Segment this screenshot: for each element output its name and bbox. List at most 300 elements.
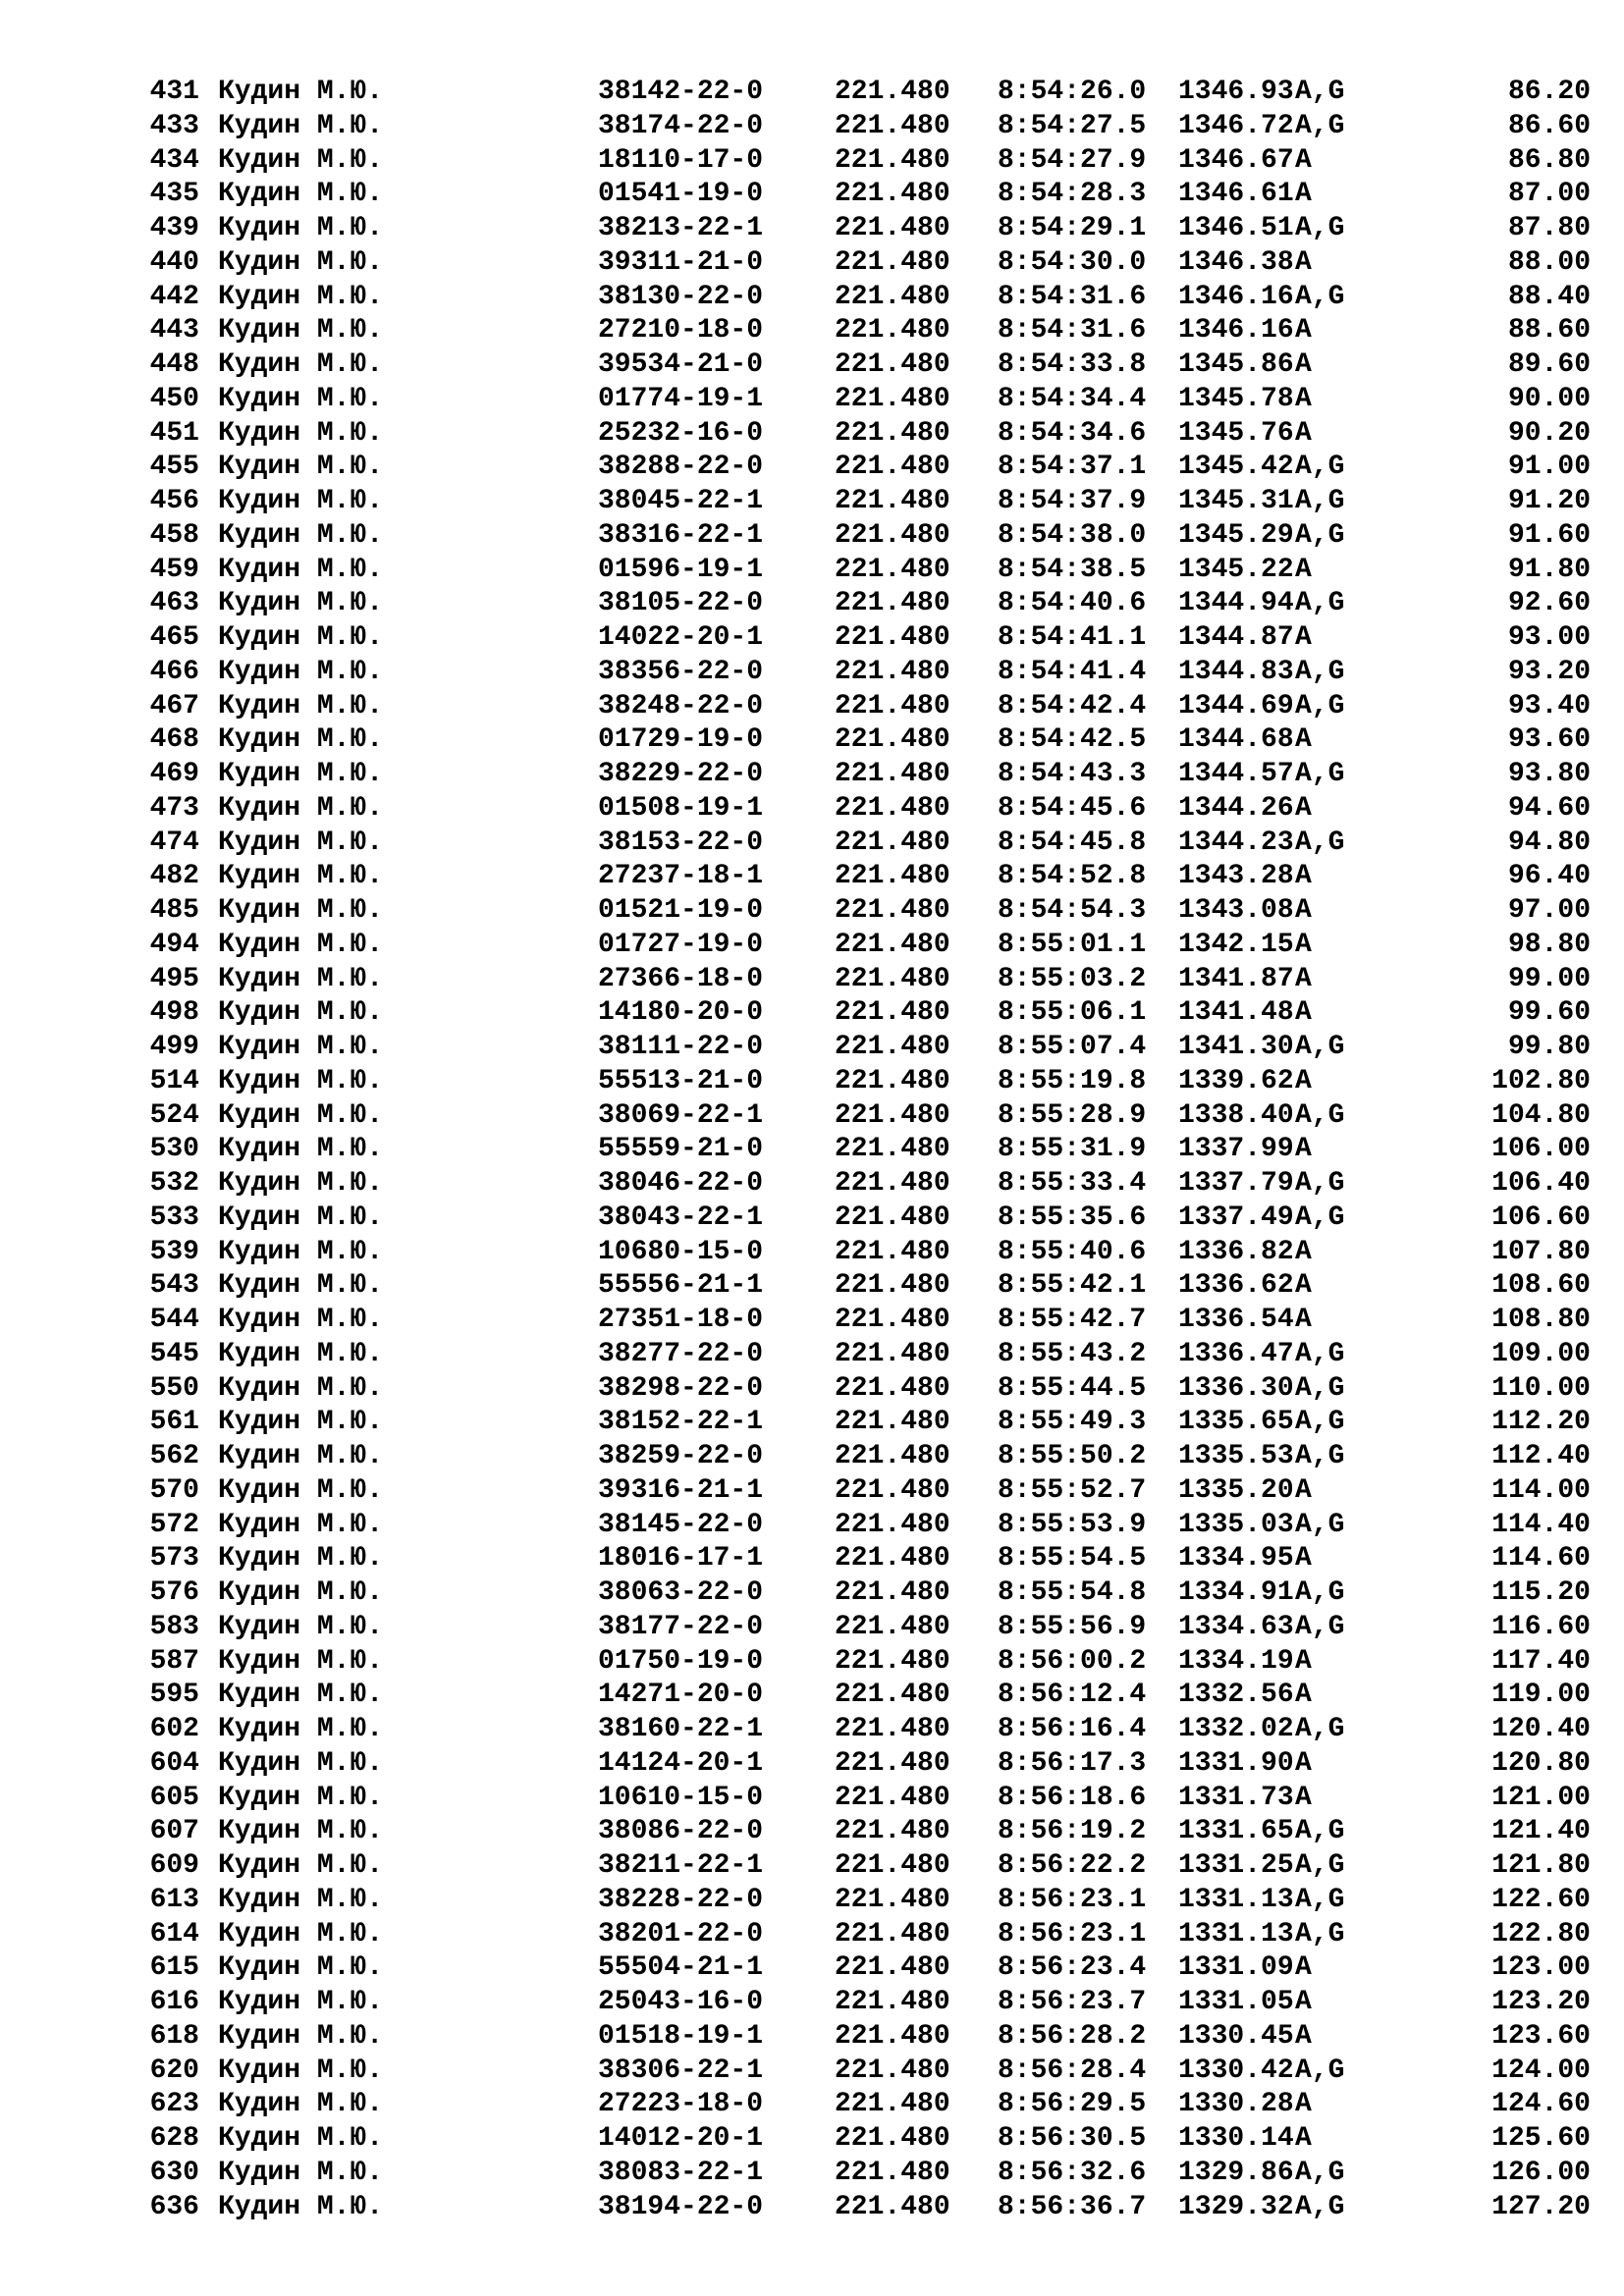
place-cell: 616 — [149, 1987, 199, 2017]
speed-cell: 1344.23 — [1178, 827, 1294, 858]
fancier-name-cell: Кудин М.Ю. — [218, 77, 384, 107]
fancier-name-cell: Кудин М.Ю. — [218, 1680, 384, 1711]
ring-number-cell: 38201-22-0 — [598, 1918, 764, 1949]
table-row — [0, 656, 1624, 690]
table-row — [0, 212, 1624, 246]
points-cell: 124.60 — [1491, 2089, 1591, 2120]
table-row — [0, 792, 1624, 827]
fancier-name-cell: Кудин М.Ю. — [218, 1850, 384, 1881]
fancier-name-cell: Кудин М.Ю. — [218, 349, 384, 380]
arrival-time-cell: 8:54:34.4 — [998, 383, 1147, 414]
table-row — [0, 1372, 1624, 1407]
arrival-time-cell: 8:54:45.8 — [998, 827, 1147, 858]
distance-cell: 221.480 — [835, 1474, 950, 1506]
flag-cell: A — [1295, 2020, 1312, 2052]
arrival-time-cell: 8:56:18.6 — [998, 1782, 1147, 1813]
place-cell: 463 — [149, 588, 199, 619]
place-cell: 544 — [149, 1305, 199, 1335]
fancier-name-cell: Кудин М.Ю. — [218, 759, 384, 789]
arrival-time-cell: 8:54:42.4 — [998, 690, 1147, 721]
speed-cell: 1346.16 — [1178, 315, 1294, 347]
distance-cell: 221.480 — [835, 759, 950, 789]
fancier-name-cell: Кудин М.Ю. — [218, 1714, 384, 1744]
flag-cell: A,G — [1295, 1577, 1345, 1608]
place-cell: 433 — [149, 110, 199, 141]
place-cell: 469 — [149, 759, 199, 789]
points-cell: 91.80 — [1507, 554, 1591, 585]
points-cell: 87.80 — [1507, 213, 1591, 243]
arrival-time-cell: 8:54:26.0 — [998, 77, 1147, 107]
flag-cell: A — [1295, 1474, 1312, 1506]
arrival-time-cell: 8:54:30.0 — [998, 246, 1147, 278]
table-row — [0, 1406, 1624, 1440]
speed-cell: 1329.86 — [1178, 2157, 1294, 2188]
distance-cell: 221.480 — [835, 246, 950, 278]
points-cell: 96.40 — [1507, 861, 1591, 892]
arrival-time-cell: 8:55:31.9 — [998, 1134, 1147, 1165]
arrival-time-cell: 8:55:53.9 — [998, 1509, 1147, 1540]
fancier-name-cell: Кудин М.Ю. — [218, 895, 384, 926]
fancier-name-cell: Кудин М.Ю. — [218, 827, 384, 858]
table-row — [0, 1099, 1624, 1134]
flag-cell: A — [1295, 554, 1312, 585]
distance-cell: 221.480 — [835, 281, 950, 312]
points-cell: 121.40 — [1491, 1816, 1591, 1847]
table-row — [0, 451, 1624, 485]
flag-cell: A,G — [1295, 213, 1345, 243]
distance-cell: 221.480 — [835, 1782, 950, 1813]
points-cell: 121.80 — [1491, 1850, 1591, 1881]
table-row — [0, 1474, 1624, 1509]
arrival-time-cell: 8:56:16.4 — [998, 1714, 1147, 1744]
table-row — [0, 485, 1624, 519]
speed-cell: 1341.87 — [1178, 963, 1294, 994]
place-cell: 431 — [149, 77, 199, 107]
table-row — [0, 723, 1624, 758]
place-cell: 466 — [149, 656, 199, 687]
speed-cell: 1336.47 — [1178, 1338, 1294, 1369]
points-cell: 93.20 — [1507, 656, 1591, 687]
fancier-name-cell: Кудин М.Ю. — [218, 1201, 384, 1233]
flag-cell: A — [1295, 1305, 1312, 1335]
ring-number-cell: 27223-18-0 — [598, 2089, 764, 2120]
place-cell: 473 — [149, 792, 199, 824]
ring-number-cell: 38277-22-0 — [598, 1338, 764, 1369]
flag-cell: A — [1295, 1952, 1312, 1984]
speed-cell: 1345.31 — [1178, 486, 1294, 516]
distance-cell: 221.480 — [835, 827, 950, 858]
points-cell: 106.40 — [1491, 1168, 1591, 1199]
flag-cell: A,G — [1295, 1099, 1345, 1131]
points-cell: 91.60 — [1507, 519, 1591, 551]
points-cell: 99.00 — [1507, 963, 1591, 994]
arrival-time-cell: 8:55:50.2 — [998, 1441, 1147, 1471]
flag-cell: A,G — [1295, 281, 1345, 312]
speed-cell: 1345.78 — [1178, 383, 1294, 414]
arrival-time-cell: 8:54:29.1 — [998, 213, 1147, 243]
ring-number-cell: 39316-21-1 — [598, 1474, 764, 1506]
flag-cell: A — [1295, 246, 1312, 278]
speed-cell: 1345.42 — [1178, 452, 1294, 483]
ring-number-cell: 55504-21-1 — [598, 1952, 764, 1984]
fancier-name-cell: Кудин М.Ю. — [218, 246, 384, 278]
place-cell: 455 — [149, 452, 199, 483]
ring-number-cell: 38211-22-1 — [598, 1850, 764, 1881]
table-row — [0, 1747, 1624, 1782]
speed-cell: 1344.57 — [1178, 759, 1294, 789]
table-row — [0, 1884, 1624, 1918]
points-cell: 94.80 — [1507, 827, 1591, 858]
speed-cell: 1332.56 — [1178, 1680, 1294, 1711]
fancier-name-cell: Кудин М.Ю. — [218, 1577, 384, 1608]
ring-number-cell: 38298-22-0 — [598, 1372, 764, 1404]
speed-cell: 1337.99 — [1178, 1134, 1294, 1165]
fancier-name-cell: Кудин М.Ю. — [218, 1747, 384, 1779]
place-cell: 614 — [149, 1918, 199, 1949]
ring-number-cell: 38288-22-0 — [598, 452, 764, 483]
table-row — [0, 1065, 1624, 1099]
arrival-time-cell: 8:54:52.8 — [998, 861, 1147, 892]
speed-cell: 1334.19 — [1178, 1645, 1294, 1677]
table-row — [0, 554, 1624, 588]
ring-number-cell: 38316-22-1 — [598, 519, 764, 551]
flag-cell: A,G — [1295, 519, 1345, 551]
fancier-name-cell: Кудин М.Ю. — [218, 1952, 384, 1984]
arrival-time-cell: 8:54:37.1 — [998, 452, 1147, 483]
speed-cell: 1335.65 — [1178, 1407, 1294, 1438]
ring-number-cell: 38213-22-1 — [598, 213, 764, 243]
distance-cell: 221.480 — [835, 1543, 950, 1575]
speed-cell: 1341.48 — [1178, 997, 1294, 1029]
place-cell: 495 — [149, 963, 199, 994]
ring-number-cell: 14180-20-0 — [598, 997, 764, 1029]
points-cell: 86.20 — [1507, 77, 1591, 107]
distance-cell: 221.480 — [835, 1850, 950, 1881]
arrival-time-cell: 8:55:06.1 — [998, 997, 1147, 1029]
speed-cell: 1334.63 — [1178, 1611, 1294, 1642]
table-row — [0, 1576, 1624, 1611]
distance-cell: 221.480 — [835, 144, 950, 176]
ring-number-cell: 38063-22-0 — [598, 1577, 764, 1608]
table-row — [0, 1201, 1624, 1236]
fancier-name-cell: Кудин М.Ю. — [218, 690, 384, 721]
flag-cell: A — [1295, 349, 1312, 380]
points-cell: 99.80 — [1507, 1032, 1591, 1062]
ring-number-cell: 38229-22-0 — [598, 759, 764, 789]
speed-cell: 1329.32 — [1178, 2191, 1294, 2222]
speed-cell: 1336.62 — [1178, 1270, 1294, 1302]
fancier-name-cell: Кудин М.Ю. — [218, 213, 384, 243]
place-cell: 561 — [149, 1407, 199, 1438]
points-cell: 122.60 — [1491, 1884, 1591, 1915]
distance-cell: 221.480 — [835, 383, 950, 414]
points-cell: 112.40 — [1491, 1441, 1591, 1471]
points-cell: 93.40 — [1507, 690, 1591, 721]
speed-cell: 1331.13 — [1178, 1918, 1294, 1949]
speed-cell: 1338.40 — [1178, 1099, 1294, 1131]
speed-cell: 1336.54 — [1178, 1305, 1294, 1335]
points-cell: 93.60 — [1507, 724, 1591, 756]
points-cell: 106.60 — [1491, 1201, 1591, 1233]
ring-number-cell: 27210-18-0 — [598, 315, 764, 347]
arrival-time-cell: 8:55:35.6 — [998, 1201, 1147, 1233]
points-cell: 87.00 — [1507, 179, 1591, 210]
place-cell: 613 — [149, 1884, 199, 1915]
ring-number-cell: 01596-19-1 — [598, 554, 764, 585]
distance-cell: 221.480 — [835, 861, 950, 892]
speed-cell: 1345.22 — [1178, 554, 1294, 585]
arrival-time-cell: 8:54:41.4 — [998, 656, 1147, 687]
points-cell: 115.20 — [1491, 1577, 1591, 1608]
fancier-name-cell: Кудин М.Ю. — [218, 179, 384, 210]
distance-cell: 221.480 — [835, 2123, 950, 2154]
distance-cell: 221.480 — [835, 315, 950, 347]
ring-number-cell: 38194-22-0 — [598, 2191, 764, 2222]
table-row — [0, 144, 1624, 179]
points-cell: 90.20 — [1507, 417, 1591, 449]
speed-cell: 1344.94 — [1178, 588, 1294, 619]
table-row — [0, 1849, 1624, 1884]
place-cell: 443 — [149, 315, 199, 347]
distance-cell: 221.480 — [835, 1987, 950, 2017]
distance-cell: 221.480 — [835, 1065, 950, 1096]
points-cell: 93.80 — [1507, 759, 1591, 789]
points-cell: 120.80 — [1491, 1747, 1591, 1779]
points-cell: 127.20 — [1491, 2191, 1591, 2222]
place-cell: 439 — [149, 213, 199, 243]
arrival-time-cell: 8:55:19.8 — [998, 1065, 1147, 1096]
points-cell: 109.00 — [1491, 1338, 1591, 1369]
distance-cell: 221.480 — [835, 1441, 950, 1471]
distance-cell: 221.480 — [835, 1032, 950, 1062]
place-cell: 607 — [149, 1816, 199, 1847]
arrival-time-cell: 8:54:41.1 — [998, 622, 1147, 653]
ring-number-cell: 38356-22-0 — [598, 656, 764, 687]
flag-cell: A,G — [1295, 588, 1345, 619]
arrival-time-cell: 8:54:38.0 — [998, 519, 1147, 551]
flag-cell: A,G — [1295, 2191, 1345, 2222]
fancier-name-cell: Кудин М.Ю. — [218, 281, 384, 312]
fancier-name-cell: Кудин М.Ю. — [218, 519, 384, 551]
arrival-time-cell: 8:56:17.3 — [998, 1747, 1147, 1779]
speed-cell: 1331.09 — [1178, 1952, 1294, 1984]
place-cell: 435 — [149, 179, 199, 210]
speed-cell: 1346.16 — [1178, 281, 1294, 312]
distance-cell: 221.480 — [835, 1407, 950, 1438]
distance-cell: 221.480 — [835, 519, 950, 551]
points-cell: 112.20 — [1491, 1407, 1591, 1438]
flag-cell: A — [1295, 724, 1312, 756]
table-row — [0, 1133, 1624, 1167]
ring-number-cell: 38248-22-0 — [598, 690, 764, 721]
fancier-name-cell: Кудин М.Ю. — [218, 2089, 384, 2120]
flag-cell: A,G — [1295, 452, 1345, 483]
place-cell: 494 — [149, 929, 199, 960]
speed-cell: 1336.30 — [1178, 1372, 1294, 1404]
results-table — [0, 76, 1624, 2224]
place-cell: 543 — [149, 1270, 199, 1302]
table-row — [0, 1440, 1624, 1474]
flag-cell: A,G — [1295, 2055, 1345, 2086]
flag-cell: A,G — [1295, 656, 1345, 687]
fancier-name-cell: Кудин М.Ю. — [218, 2157, 384, 2188]
table-row — [0, 348, 1624, 383]
ring-number-cell: 27237-18-1 — [598, 861, 764, 892]
points-cell: 123.00 — [1491, 1952, 1591, 1984]
ring-number-cell: 38105-22-0 — [598, 588, 764, 619]
place-cell: 602 — [149, 1714, 199, 1744]
distance-cell: 221.480 — [835, 656, 950, 687]
arrival-time-cell: 8:54:27.9 — [998, 144, 1147, 176]
table-row — [0, 383, 1624, 417]
points-cell: 90.00 — [1507, 383, 1591, 414]
fancier-name-cell: Кудин М.Ю. — [218, 2123, 384, 2154]
fancier-name-cell: Кудин М.Ю. — [218, 622, 384, 653]
fancier-name-cell: Кудин М.Ю. — [218, 1134, 384, 1165]
distance-cell: 221.480 — [835, 929, 950, 960]
table-row — [0, 690, 1624, 724]
fancier-name-cell: Кудин М.Ю. — [218, 1816, 384, 1847]
ring-number-cell: 55556-21-1 — [598, 1270, 764, 1302]
speed-cell: 1331.90 — [1178, 1747, 1294, 1779]
distance-cell: 221.480 — [835, 895, 950, 926]
flag-cell: A — [1295, 417, 1312, 449]
fancier-name-cell: Кудин М.Ю. — [218, 1645, 384, 1677]
flag-cell: A — [1295, 622, 1312, 653]
table-row — [0, 860, 1624, 894]
speed-cell: 1344.83 — [1178, 656, 1294, 687]
flag-cell: A — [1295, 2089, 1312, 2120]
flag-cell: A — [1295, 1987, 1312, 2017]
fancier-name-cell: Кудин М.Ю. — [218, 315, 384, 347]
speed-cell: 1346.72 — [1178, 110, 1294, 141]
speed-cell: 1343.28 — [1178, 861, 1294, 892]
ring-number-cell: 38228-22-0 — [598, 1884, 764, 1915]
distance-cell: 221.480 — [835, 1099, 950, 1131]
place-cell: 499 — [149, 1032, 199, 1062]
table-row — [0, 417, 1624, 452]
fancier-name-cell: Кудин М.Ю. — [218, 383, 384, 414]
distance-cell: 221.480 — [835, 724, 950, 756]
speed-cell: 1346.38 — [1178, 246, 1294, 278]
speed-cell: 1334.95 — [1178, 1543, 1294, 1575]
arrival-time-cell: 8:56:28.2 — [998, 2020, 1147, 2052]
place-cell: 530 — [149, 1134, 199, 1165]
table-row — [0, 1269, 1624, 1304]
speed-cell: 1330.45 — [1178, 2020, 1294, 2052]
ring-number-cell: 01727-19-0 — [598, 929, 764, 960]
arrival-time-cell: 8:55:01.1 — [998, 929, 1147, 960]
place-cell: 450 — [149, 383, 199, 414]
arrival-time-cell: 8:56:32.6 — [998, 2157, 1147, 2188]
arrival-time-cell: 8:55:52.7 — [998, 1474, 1147, 1506]
flag-cell: A — [1295, 1270, 1312, 1302]
ring-number-cell: 38111-22-0 — [598, 1032, 764, 1062]
speed-cell: 1344.87 — [1178, 622, 1294, 653]
ring-number-cell: 27366-18-0 — [598, 963, 764, 994]
fancier-name-cell: Кудин М.Ю. — [218, 588, 384, 619]
fancier-name-cell: Кудин М.Ю. — [218, 554, 384, 585]
fancier-name-cell: Кудин М.Ю. — [218, 1168, 384, 1199]
points-cell: 116.60 — [1491, 1611, 1591, 1642]
ring-number-cell: 14012-20-1 — [598, 2123, 764, 2154]
speed-cell: 1332.02 — [1178, 1714, 1294, 1744]
table-row — [0, 2055, 1624, 2089]
table-row — [0, 1815, 1624, 1849]
fancier-name-cell: Кудин М.Ю. — [218, 2191, 384, 2222]
arrival-time-cell: 8:56:29.5 — [998, 2089, 1147, 2120]
distance-cell: 221.480 — [835, 452, 950, 483]
ring-number-cell: 55559-21-0 — [598, 1134, 764, 1165]
distance-cell: 221.480 — [835, 554, 950, 585]
flag-cell: A — [1295, 2123, 1312, 2154]
distance-cell: 221.480 — [835, 2020, 950, 2052]
place-cell: 595 — [149, 1680, 199, 1711]
place-cell: 572 — [149, 1509, 199, 1540]
table-row — [0, 519, 1624, 554]
table-row — [0, 2157, 1624, 2191]
points-cell: 120.40 — [1491, 1714, 1591, 1744]
points-cell: 86.60 — [1507, 110, 1591, 141]
place-cell: 539 — [149, 1236, 199, 1267]
speed-cell: 1344.69 — [1178, 690, 1294, 721]
points-cell: 117.40 — [1491, 1645, 1591, 1677]
speed-cell: 1339.62 — [1178, 1065, 1294, 1096]
points-cell: 110.00 — [1491, 1372, 1591, 1404]
speed-cell: 1343.08 — [1178, 895, 1294, 926]
fancier-name-cell: Кудин М.Ю. — [218, 656, 384, 687]
fancier-name-cell: Кудин М.Ю. — [218, 144, 384, 176]
fancier-name-cell: Кудин М.Ю. — [218, 110, 384, 141]
points-cell: 99.60 — [1507, 997, 1591, 1029]
distance-cell: 221.480 — [835, 1338, 950, 1369]
ring-number-cell: 38046-22-0 — [598, 1168, 764, 1199]
speed-cell: 1337.49 — [1178, 1201, 1294, 1233]
place-cell: 474 — [149, 827, 199, 858]
distance-cell: 221.480 — [835, 1645, 950, 1677]
arrival-time-cell: 8:56:19.2 — [998, 1816, 1147, 1847]
ring-number-cell: 38069-22-1 — [598, 1099, 764, 1131]
place-cell: 459 — [149, 554, 199, 585]
flag-cell: A,G — [1295, 1509, 1345, 1540]
ring-number-cell: 25043-16-0 — [598, 1987, 764, 2017]
place-cell: 467 — [149, 690, 199, 721]
flag-cell: A — [1295, 1543, 1312, 1575]
place-cell: 532 — [149, 1168, 199, 1199]
speed-cell: 1342.15 — [1178, 929, 1294, 960]
place-cell: 434 — [149, 144, 199, 176]
distance-cell: 221.480 — [835, 2191, 950, 2222]
distance-cell: 221.480 — [835, 1305, 950, 1335]
arrival-time-cell: 8:56:23.4 — [998, 1952, 1147, 1984]
speed-cell: 1331.73 — [1178, 1782, 1294, 1813]
points-cell: 86.80 — [1507, 144, 1591, 176]
points-cell: 91.20 — [1507, 486, 1591, 516]
place-cell: 636 — [149, 2191, 199, 2222]
arrival-time-cell: 8:54:38.5 — [998, 554, 1147, 585]
table-row — [0, 929, 1624, 963]
distance-cell: 221.480 — [835, 1884, 950, 1915]
table-row — [0, 1167, 1624, 1201]
arrival-time-cell: 8:56:22.2 — [998, 1850, 1147, 1881]
flag-cell: A — [1295, 1134, 1312, 1165]
ring-number-cell: 18110-17-0 — [598, 144, 764, 176]
arrival-time-cell: 8:56:23.7 — [998, 1987, 1147, 2017]
flag-cell: A — [1295, 1236, 1312, 1267]
arrival-time-cell: 8:54:31.6 — [998, 315, 1147, 347]
distance-cell: 221.480 — [835, 2089, 950, 2120]
distance-cell: 221.480 — [835, 417, 950, 449]
